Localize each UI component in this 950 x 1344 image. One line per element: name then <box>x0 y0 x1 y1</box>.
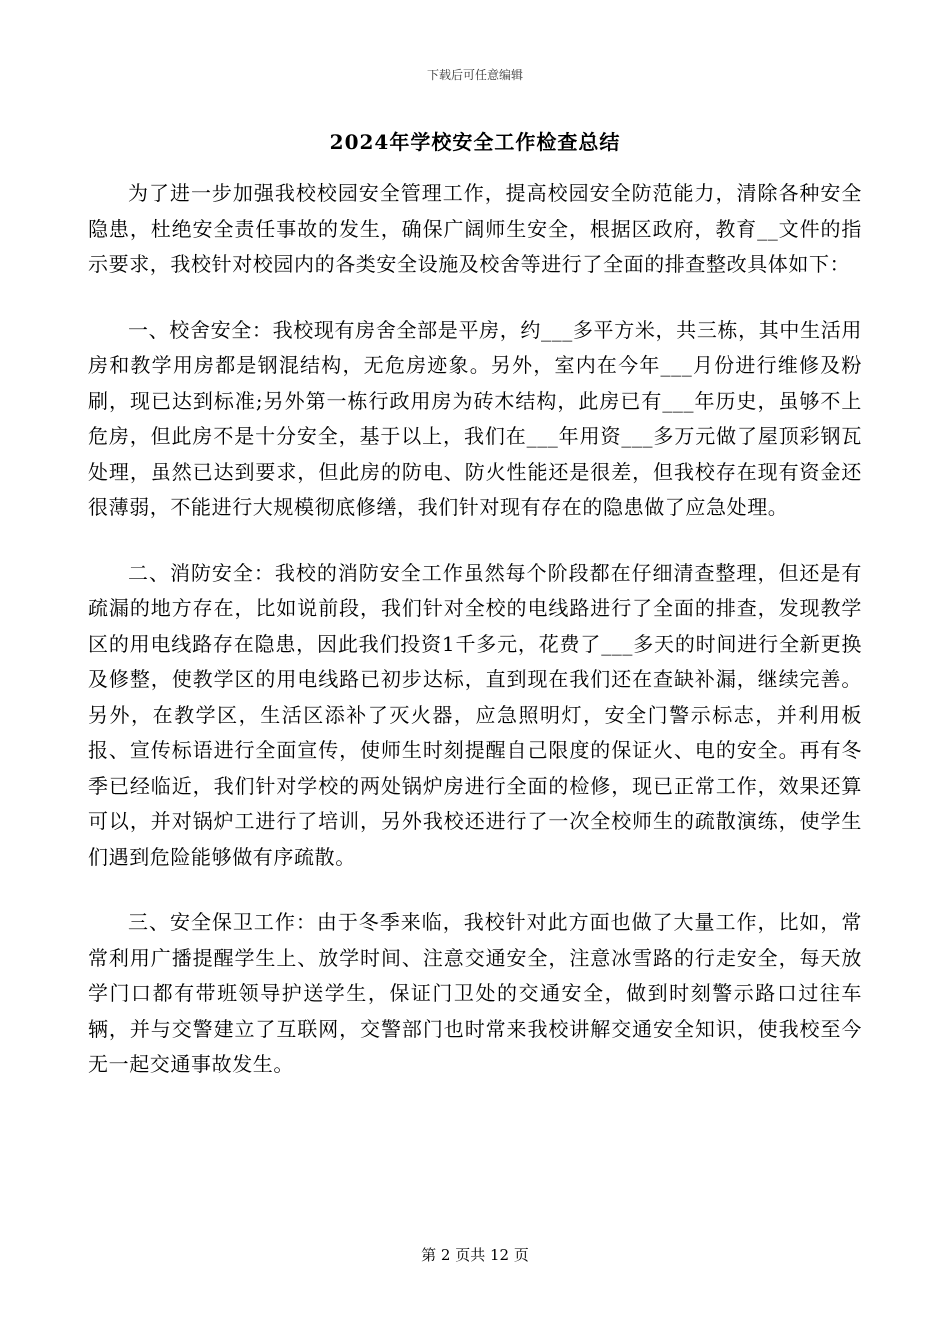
header-note: 下载后可任意编辑 <box>426 68 523 82</box>
section-security-work: 三、安全保卫工作：由于冬季来临，我校针对此方面也做了大量工作，比如，常常利用广播提醒学生上、放学时间、注意交通安全，注意冰雪路的行走安全，每天放学门口都有带班领导护送学生，保证门卫处的交通安全，做到时刻警示路口过往车辆，并与交警建立了互联网，交警部门也时常来我校讲解交通安全知识，使我校至今无一起交通事故发生。 <box>88 910 862 1076</box>
document-body <box>88 176 862 1113</box>
section-building-safety: 一、校舍安全：我校现有房舍全部是平房，约___多平方米，共三栋，其中生活用房和教学用房都是钢混结构，无危房迹象。另外，室内在今年___月份进行维修及粉刷，现已达到标准;另外第一栋行政用房为砖木结构，此房已有___年历史，虽够不上危房，但此房不是十分安全，基于以上，我们在___年用资___多万元做了屋顶彩钢瓦处理，虽然已达到要求，但此房的防电、防火性能还是很差，但我校存在现有资金还很薄弱，不能进行大规模彻底修缮，我们针对现有存在的隐患做了应急处理。 <box>88 317 862 519</box>
document-title: 2024年学校安全工作检查总结 <box>329 130 621 154</box>
page-number: 第 2 页共 12 页 <box>421 1246 529 1264</box>
intro-paragraph: 为了进一步加强我校校园安全管理工作，提高校园安全防范能力，清除各种安全隐患，杜绝安全责任事故的发生，确保广阔师生安全，根据区政府，教育__文件的指示要求，我校针对校园内的各类安全设施及校舍等进行了全面的排查整改具体如下： <box>88 181 862 276</box>
section-fire-safety: 二、消防安全：我校的消防安全工作虽然每个阶段都在仔细清查整理，但还是有疏漏的地方存在，比如说前段，我们针对全校的电线路进行了全面的排查，发现教学区的用电线路存在隐患，因此我们投资1千多元，花费了___多天的时间进行全新更换及修整，使教学区的用电线路已初步达标，直到现在我们还在查缺补漏，继续完善。另外，在教学区，生活区添补了灭火器，应急照明灯，安全门警示标志，并利用板报、宣传标语进行全面宣传，使师生时刻提醒自己限度的保证火、电的安全。再有冬季已经临近，我们针对学校的两处锅炉房进行全面的检修，现已正常工作，效果还算可以，并对锅炉工进行了培训，另外我校还进行了一次全校师生的疏散演练，使学生们遇到危险能够做有序疏散。 <box>88 560 862 869</box>
